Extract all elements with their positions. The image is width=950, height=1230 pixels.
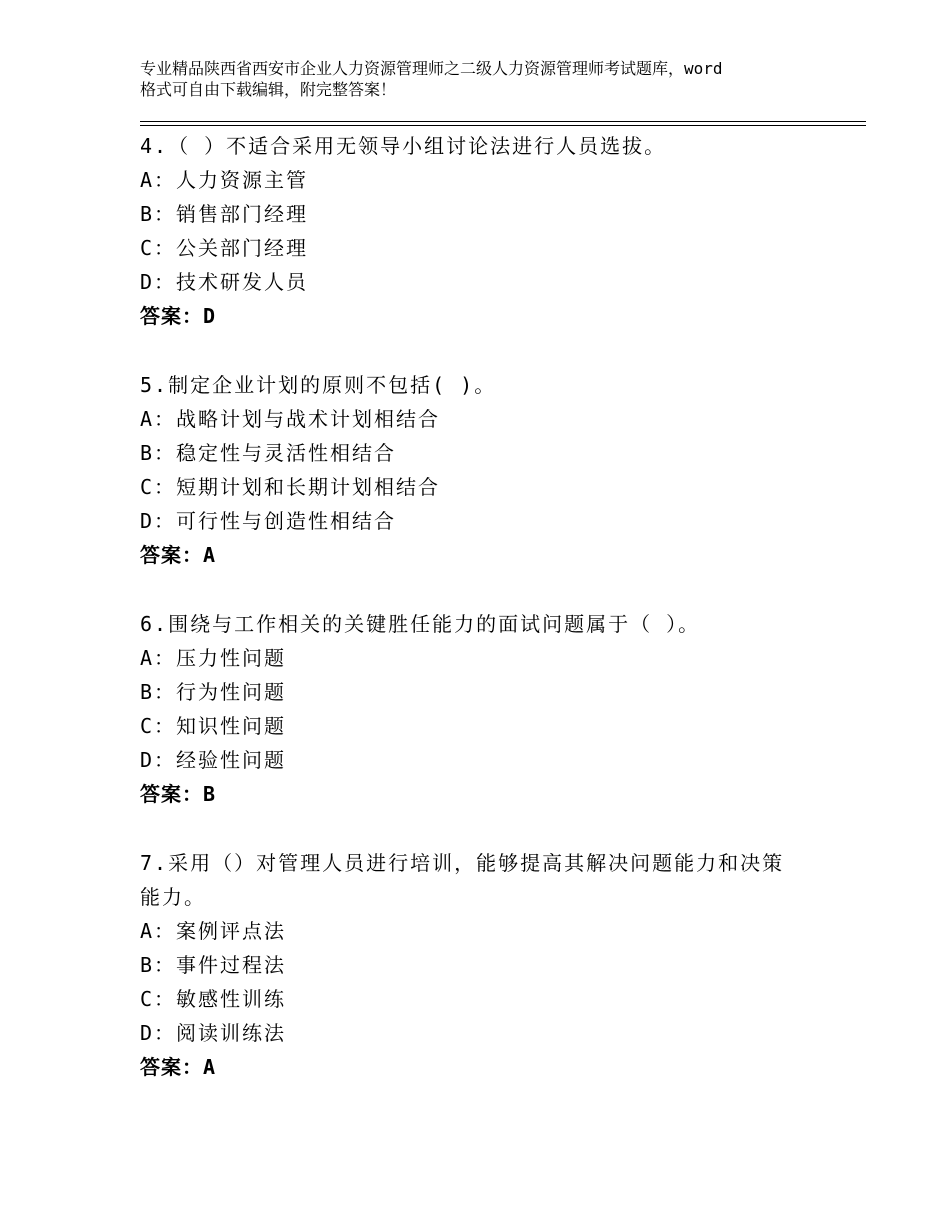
option-c: C：公关部门经理 — [140, 236, 309, 260]
answer-line — [140, 1050, 840, 1084]
option-c: C：敏感性训练 — [140, 987, 287, 1011]
option-b: B：行为性问题 — [140, 680, 287, 704]
question-stem: 6.围绕与工作相关的关键胜任能力的面试问题属于（ ）。 — [140, 612, 701, 636]
option-d: D：阅读训练法 — [140, 1021, 287, 1045]
question-4 — [140, 129, 840, 333]
question-stem: 5.制定企业计划的原则不包括( )。 — [140, 373, 497, 397]
spacer — [140, 572, 840, 607]
option-b: B：销售部门经理 — [140, 202, 309, 226]
header-divider-top — [140, 121, 866, 122]
option-a: A：压力性问题 — [140, 646, 287, 670]
header-divider-bottom — [140, 125, 866, 126]
answer-line — [140, 777, 840, 811]
option-c: C：短期计划和长期计划相结合 — [140, 475, 441, 499]
option-b: B：稳定性与灵活性相结合 — [140, 441, 397, 465]
answer-value: B — [203, 782, 217, 806]
question-7 — [140, 846, 840, 1084]
question-stem: 4.（ ）不适合采用无领导小组讨论法进行人员选拔。 — [140, 134, 667, 158]
answer-label: 答案： — [140, 543, 203, 567]
answer-label: 答案： — [140, 782, 203, 806]
answer-line — [140, 538, 840, 572]
option-a: A：案例评点法 — [140, 919, 287, 943]
option-d: D：可行性与创造性相结合 — [140, 509, 397, 533]
header-line-2: 格式可自由下载编辑，附完整答案！ — [140, 80, 397, 99]
option-c: C：知识性问题 — [140, 714, 287, 738]
answer-label: 答案： — [140, 1055, 203, 1079]
answer-label: 答案： — [140, 304, 203, 328]
option-d: D：技术研发人员 — [140, 270, 309, 294]
option-a: A：人力资源主管 — [140, 168, 309, 192]
document-header — [140, 58, 830, 100]
option-a: A：战略计划与战术计划相结合 — [140, 407, 441, 431]
answer-line — [140, 299, 840, 333]
question-stem: 7.采用（）对管理人员进行培训，能够提高其解决问题能力和决策能力。 — [140, 851, 785, 909]
option-d: D：经验性问题 — [140, 748, 287, 772]
answer-value: A — [203, 543, 217, 567]
answer-value: D — [203, 304, 217, 328]
answer-value: A — [203, 1055, 217, 1079]
spacer — [140, 811, 840, 846]
spacer — [140, 333, 840, 368]
question-6 — [140, 607, 840, 811]
question-list — [140, 129, 840, 1084]
header-line-1: 专业精品陕西省西安市企业人力资源管理师之二级人力资源管理师考试题库，word — [140, 59, 723, 78]
option-b: B：事件过程法 — [140, 953, 287, 977]
question-5 — [140, 368, 840, 572]
